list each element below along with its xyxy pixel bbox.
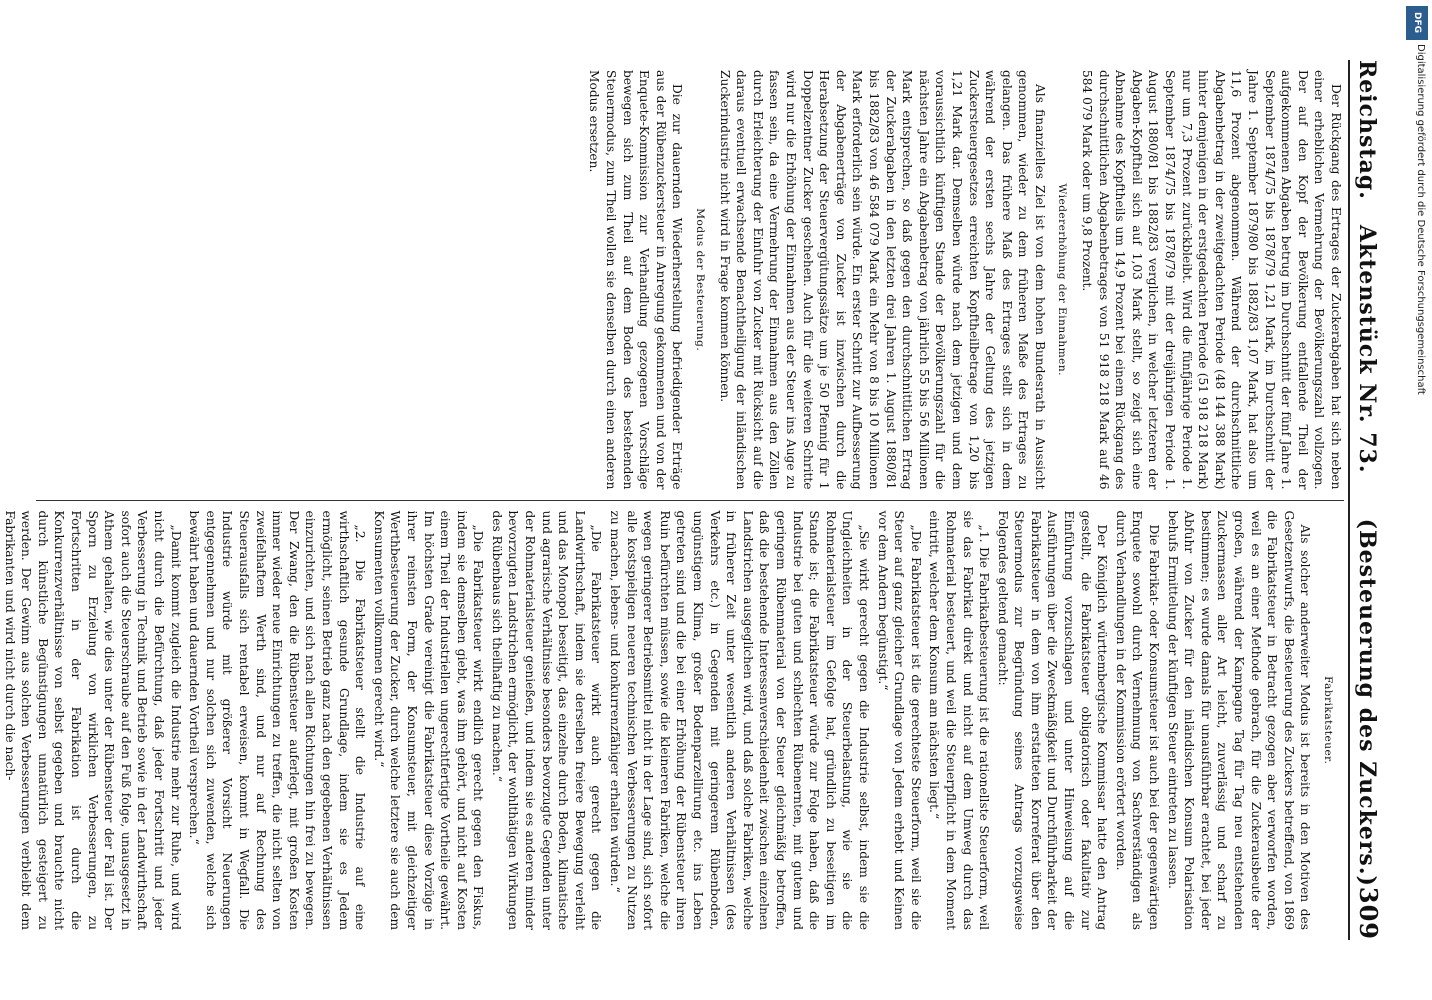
paragraph: Als solcher anderweiter Modus ist bereits in den Motiven des Gesetzentwurfs, die Besteuerung des Zuckers betreffend, von 1869 die Fabrikatsteuer in Betracht gezogen aber verworfen worden, weil es an einer Methode gebrach, für die Zuckerausbeute der großen, während der Kampagne Tag für Tag neu entstehenden Zuckermassen aller Art leicht, zuverlässig und scharf zu bestimmen; es wurde damals für unausführbar erachtet, bei jeder Abfuhr von Zucker für den inländischen Konsum Polarisation behufs Ermittelung der künftigen Steuer eintreten zu lassen. bbox=[1165, 510, 1313, 930]
section-heading: Fabrikatsteuer. bbox=[1322, 676, 1334, 765]
page-number: 309 bbox=[1354, 886, 1383, 940]
section-heading: Wiedererhöhung der Einnahmen. bbox=[1056, 183, 1069, 376]
header-right: (Besteuerung des Zuckers.) bbox=[1354, 518, 1380, 887]
page-header bbox=[1348, 60, 1400, 940]
paragraph: „Damit kommt zugleich die Industrie mehr zur Ruhe, und wird nicht durch die Befürchtung, daß jeder Fortschritt und jeder Verbesserung in Technik und Betrieb sowie in der Landwirthschaft sofort auch die Steuerschraube auf den Fuß folge, unausgesetzt in Athem gehalten, wie dies unter der Rübensteuer der Fall ist. Der Sporn zu Erzielung von wirklichen Verbesserungen, zu Fortschritten in der Fabrikation ist durch die Konkurrenzverhältnisse von selbst gegeben und brauchte nicht durch künstliche Begünstigungen unnatürlich gesteigert zu werden. Der Gewinn aus solchen Verbesserungen verbleibt dem Fabrikanten und wird nicht durch die nach- bbox=[2, 510, 183, 930]
paragraph: Die zur dauernden Wiederherstellung befriedigender Erträge aus der Rübenzuckersteuer in Anregung gekommenen und von der Enquete-Kommission zur Verhandlung gezogenen Vorschläge bewegen sich zum Theil auf dem Boden des bestehenden Steuermodus, zum Theil wollen sie denselben durch einen anderen Modus ersetzen. bbox=[587, 70, 685, 490]
header-left: Reichstag. bbox=[1354, 60, 1380, 200]
paragraph: „Die Fabrikatsteuer wirkt auch gerecht gegen die Landwirthschaft, indem sie derselben freiere Bewegung verleiht und das Monopol beseitigt, das einzelne durch Boden, klimatische und agrarische Verhältnisse besonders bevorzugte Gegenden unter der Rohmaterialsteuer genießen, und indem sie es anderen minder bevorzugten Landstrichen ermöglicht, der wohlthätigen Wirkungen des Rübenbaus sich theilhaftig zu machen.“ bbox=[489, 510, 604, 930]
paragraph: Der Rückgang des Ertrages der Zuckerabgaben hat sich neben einer erheblichen Vermehrung der Bevölkerungszahl vollzogen. Der auf den Kopf der Bevölkerung entfallende Theil der aufgekommenen Abgaben betrug im Durchschnitt der fünf Jahre 1. September 1874/75 bis 1878/79 1,21 Mark, im Durchschnitt der Jahre 1. September 1879/80 bis 1882/83 1,07 Mark, hat also um 11,6 Prozent abgenommen. Während der durchschnittliche Abgabenbetrag in der zweitgedachten Periode (48 144 388 Mark) hinter demjenigen in der erstgedachten Periode (51 918 218 Mark) nur um 7,3 Prozent zurückbleibt. Wird die fünfjährige Periode 1. September 1874/75 bis 1878/79 mit der dreijährigen Periode 1. August 1880/81 bis 1882/83 verglichen, in welcher letzteren der Abgaben-Kopftheil sich auf 1,03 Mark stellt, so zeigt sich eine Abnahme des Kopftheils um 14,9 Prozent bei einem Rückgang des durchschnittlichen Abgabenbetrages von 51 918 218 Mark auf 46 584 079 Mark oder um 9,8 Prozent. bbox=[1080, 70, 1343, 490]
paragraph: „Die Fabrikatsteuer ist die gerechteste Steuerform, weil sie die Steuer auf ganz gleicher Grundlage von Jedem erhebt und Keinen vor dem Andern begünstigt.“ bbox=[875, 510, 923, 930]
paragraph: Der Königlich württembergische Kommissar hatte den Antrag gestellt, die Fabrikatsteuer obligatorisch oder fakultativ zur Einführung vorzuschlagen und unter Hinweisung auf die Ausführungen über die Zweckmäßigkeit und Durchführbarkeit der Fabrikatsteuer in dem von ihm erstatteten Korreferat über den Steuermodus zur Begründung seines Antrags vorzugsweise Folgendes geltend gemacht: bbox=[995, 510, 1110, 930]
section-heading: Modus der Besteuerung. bbox=[694, 208, 707, 352]
rotated-document bbox=[2, 40, 1416, 960]
paragraph: Als finanzielles Ziel ist von dem hohen Bundesrath in Aussicht genommen, wieder zu dem früheren Maße des Ertrages zu gelangen. Das frühere Maß des Ertrages stellt sich in dem während der ersten sechs Jahre der Geltung des jetzigen Zuckersteuergesetzes erreichten Kopftheilbetrage von 1,20 bis 1,21 Mark dar. Demselben würde nach dem jetzigen und dem voraussichtlich künftigen Stande der Bevölkerungszahl für die nächsten Jahre ein Abgabenbetrag von jährlich 55 bis 56 Millionen Mark entsprechen, so daß gegen den durchschnittlichen Ertrag der Zuckerabgaben in den letzten drei Jahren 1. August 1880/81 bis 1882/83 von 46 584 079 Mark ein Mehr von 8 bis 10 Millionen Mark erforderlich sein würde. Ein erster Schritt zur Aufbesserung der Abgabenerträge von Zucker ist inzwischen durch die Herabsetzung der Steuervergütungssätze um je 50 Pfennig für 1 Doppelzentner Zucker geschehen. Auch für die weiteren Schritte wird nur die Erhöhung der Einnahmen aus der Steuer ins Auge zu fassen sein, da eine Vermehrung der Einnahmen aus den Zöllen durch Erleichterung der Einfuhr von Zucker mit Rücksicht auf die daraus eventuell erwachsende Benachtheiligung der inländischen Zuckerindustrie nicht wird in Frage kommen können. bbox=[717, 70, 1047, 490]
paragraph: „2. Die Fabrikatsteuer stellt die Industrie auf eine wirthschaftlich gesunde Grundlage, indem sie es Jedem ermöglicht, seinen Betrieb ganz nach den gegebenen Verhältnissen einzurichten, und sich nach allen Richtungen hin frei zu bewegen. Der Zwang, den die Rübensteuer auferlegt, mit großen Kosten immer wieder neue Einrichtungen zu treffen, die nicht selten von zweifelhaftem Werth sind, und nur auf Rechnung des Steuerausfalls sich rentabel erweisen, kommt in Wegfall. Die Industrie würde mit größerer Vorsicht Neuerungen entgegennehmen und nur solchen sich zuwenden, welche sich bewährt haben und dauernden Vortheil versprechen.“ bbox=[187, 510, 368, 930]
paragraph: „1. Die Fabrikatbesteuerung ist die rationellste Steuerform, weil sie das Fabrikat direkt und nicht auf dem Umweg durch das Rohmaterial besteuert, und weil die Steuerpflicht in dem Moment eintritt, welcher dem Konsum am nächsten liegt.“ bbox=[927, 510, 992, 930]
header-middle: Aktenstück Nr. 73. bbox=[1354, 224, 1380, 474]
column-right bbox=[2, 501, 1344, 941]
paragraph: „Die Fabrikatsteuer wirkt endlich gerecht gegen den Fiskus, indem sie demselben giebt, was ihm gehört, und nicht auf Kosten einem Theil der Industriellen ungerechtfertigte Vortheile gewährt. Im höchsten Grade vereinigt die Fabrikatsteuer diese Vorzüge in ihrer reinsten Form, der Konsumsteuer, mit gleichzeitiger Werthbesteuerung der Zucker, durch welche letztere sie auch dem Konsumenten vollkommen gerecht wird.“ bbox=[371, 510, 486, 930]
paragraph: „Sie wirkt gerecht gegen die Industrie selbst, indem sie die Ungleichheiten in der Steuerbelastung, wie sie die Rohmaterialsteuer im Gefolge hat, gründlich zu beseitigen im Stande ist; die Fabrikatsteuer würde zur Folge haben, daß die Industrie bei guten und schlechten Rübenernten, mit gutem und geringem Rübenmaterial von der Steuer gleichmäßig betroffen, daß die bestehende Interessenverschiedenheit zwischen einzelnen Landstrichen ausgeglichen wird, und daß solche Fabriken, welche in früherer Zeit unter wesentlich anderen Verhältnissen (des Verkehrs etc.) in Gegenden mit geringerem Rübenboden, ungünstigem Klima, großer Bodenparzellirung etc. ins Leben getreten sind und die bei einer Erhöhung der Rübensteuer ihren Ruin befürchten müssen, sowie die kleineren Fabriken, welche die wegen geringerer Betriebsmittel nicht in der Lage sind, sich sofort alle kostspieligen neueren technischen Verbesserungen zu Nutzen zu machen, lebens- und konkurrenzfähiger erhalten würden.“ bbox=[608, 510, 871, 930]
column-left bbox=[36, 60, 1344, 500]
text-columns bbox=[2, 60, 1344, 940]
digitization-note: Digitalisierung gefördert durch die Deutsche Forschungsgemeinschaft bbox=[1415, 44, 1426, 395]
paragraph: Die Fabrikat- oder Konsumsteuer ist auch bei der gegenwärtigen Enquete sowohl durch Vernehmung von Sachverständigen als durch Verhandlungen in der Kommission erörtert worden. bbox=[1113, 510, 1162, 930]
dfg-logo: DFG bbox=[1406, 6, 1428, 40]
